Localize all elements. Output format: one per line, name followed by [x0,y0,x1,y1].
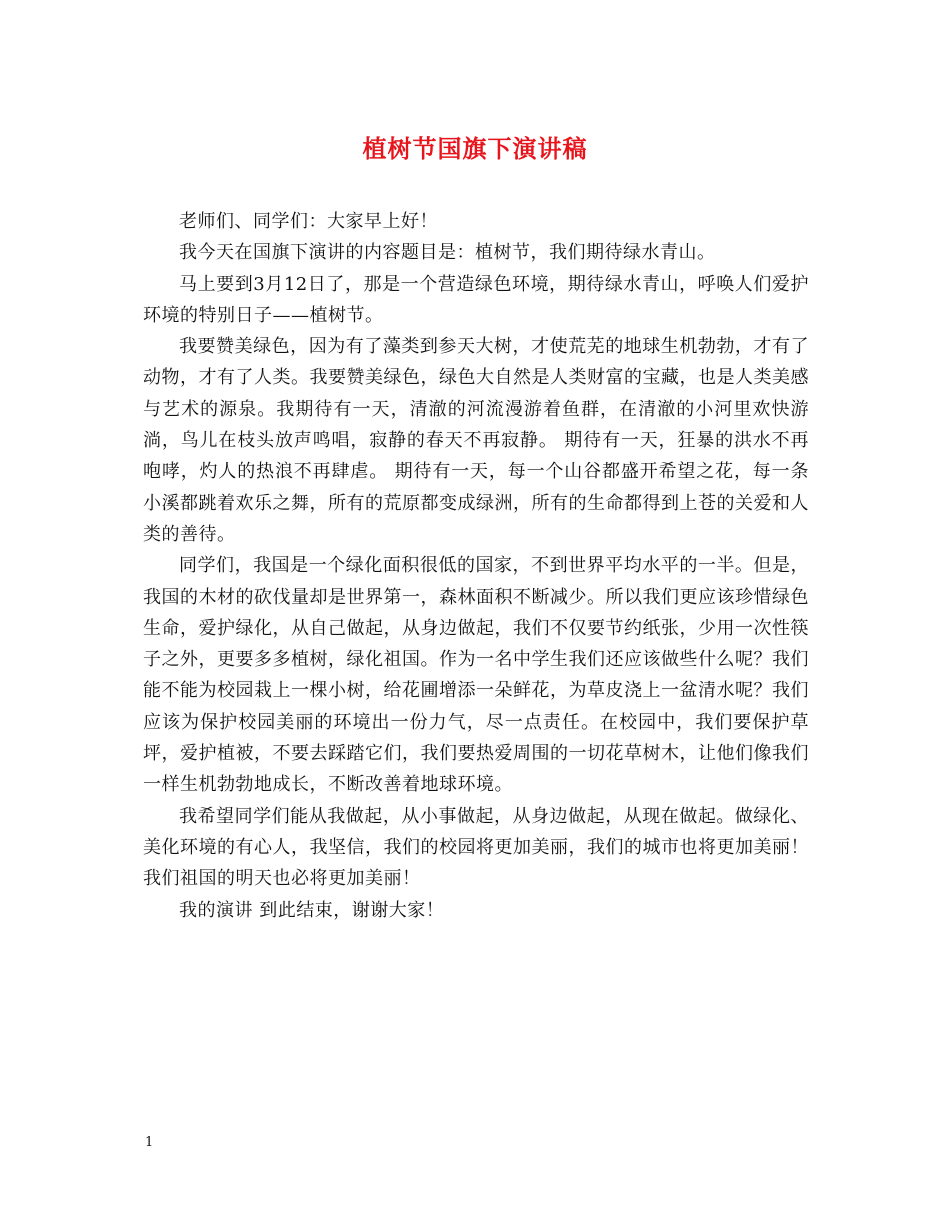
paragraph-praise-green: 我要赞美绿色，因为有了藻类到参天大树，才使荒芜的地球生机勃勃，才有了动物，才有了人类。我要赞美绿色，绿色大自然是人类财富的宝藏，也是人类美感与艺术的源泉。我期待有一天，清澈的河流漫游着鱼群，在清澈的小河里欢快游淌，鸟儿在枝头放声鸣唱，寂静的春天不再寂静。 期待有一天，狂暴的洪水不再咆哮，灼人的热浪不再肆虐。 期待有一天，每一个山谷都盛开希望之花，每一条小溪都跳着欢乐之舞，所有的荒原都变成绿洲，所有的生命都得到上苍的关爱和人类的善待。 [143,336,809,545]
document-body [143,206,809,926]
paragraph-closing: 我的演讲 到此结束，谢谢大家！ [179,899,445,921]
paragraph-arbor-day: 马上要到3月12日了，那是一个营造绿色环境，期待绿水青山，呼唤人们爱护环境的特别日子——植树节。 [143,273,809,326]
paragraph-hope: 我希望同学们能从我做起，从小事做起，从身边做起，从现在做起。做绿化、美化环境的有心人，我坚信，我们的校园将更加美丽，我们的城市也将更加美丽！我们祖国的明天也必将更加美丽！ [143,805,809,890]
document-title: 植树节国旗下演讲稿 [362,134,588,163]
paragraph-classmates: 同学们，我国是一个绿化面积很低的国家，不到世界平均水平的一半。但是，我国的木材的砍伐量却是世界第一，森林面积不断减少。所以我们更应该珍惜绿色生命，爱护绿化，从自己做起，从身边做起，我们不仅要节约纸张，少用一次性筷子之外，更要多多植树，绿化祖国。作为一名中学生我们还应该做些什么呢？我们能不能为校园栽上一棵小树，给花圃增添一朵鲜花，为草皮浇上一盆清水呢？我们应该为保护校园美丽的环境出一份力气，尽一点责任。在校园中，我们要保护草坪，爱护植被，不要去踩踏它们，我们要热爱周围的一切花草树木，让他们像我们一样生机勃勃地成长，不断改善着地球环境。 [143,555,809,796]
paragraph-topic: 我今天在国旗下演讲的内容题目是：植树节，我们期待绿水青山。 [179,242,716,264]
page-number: 1 [145,1135,154,1150]
paragraph-greeting: 老师们、同学们：大家早上好！ [179,211,438,232]
